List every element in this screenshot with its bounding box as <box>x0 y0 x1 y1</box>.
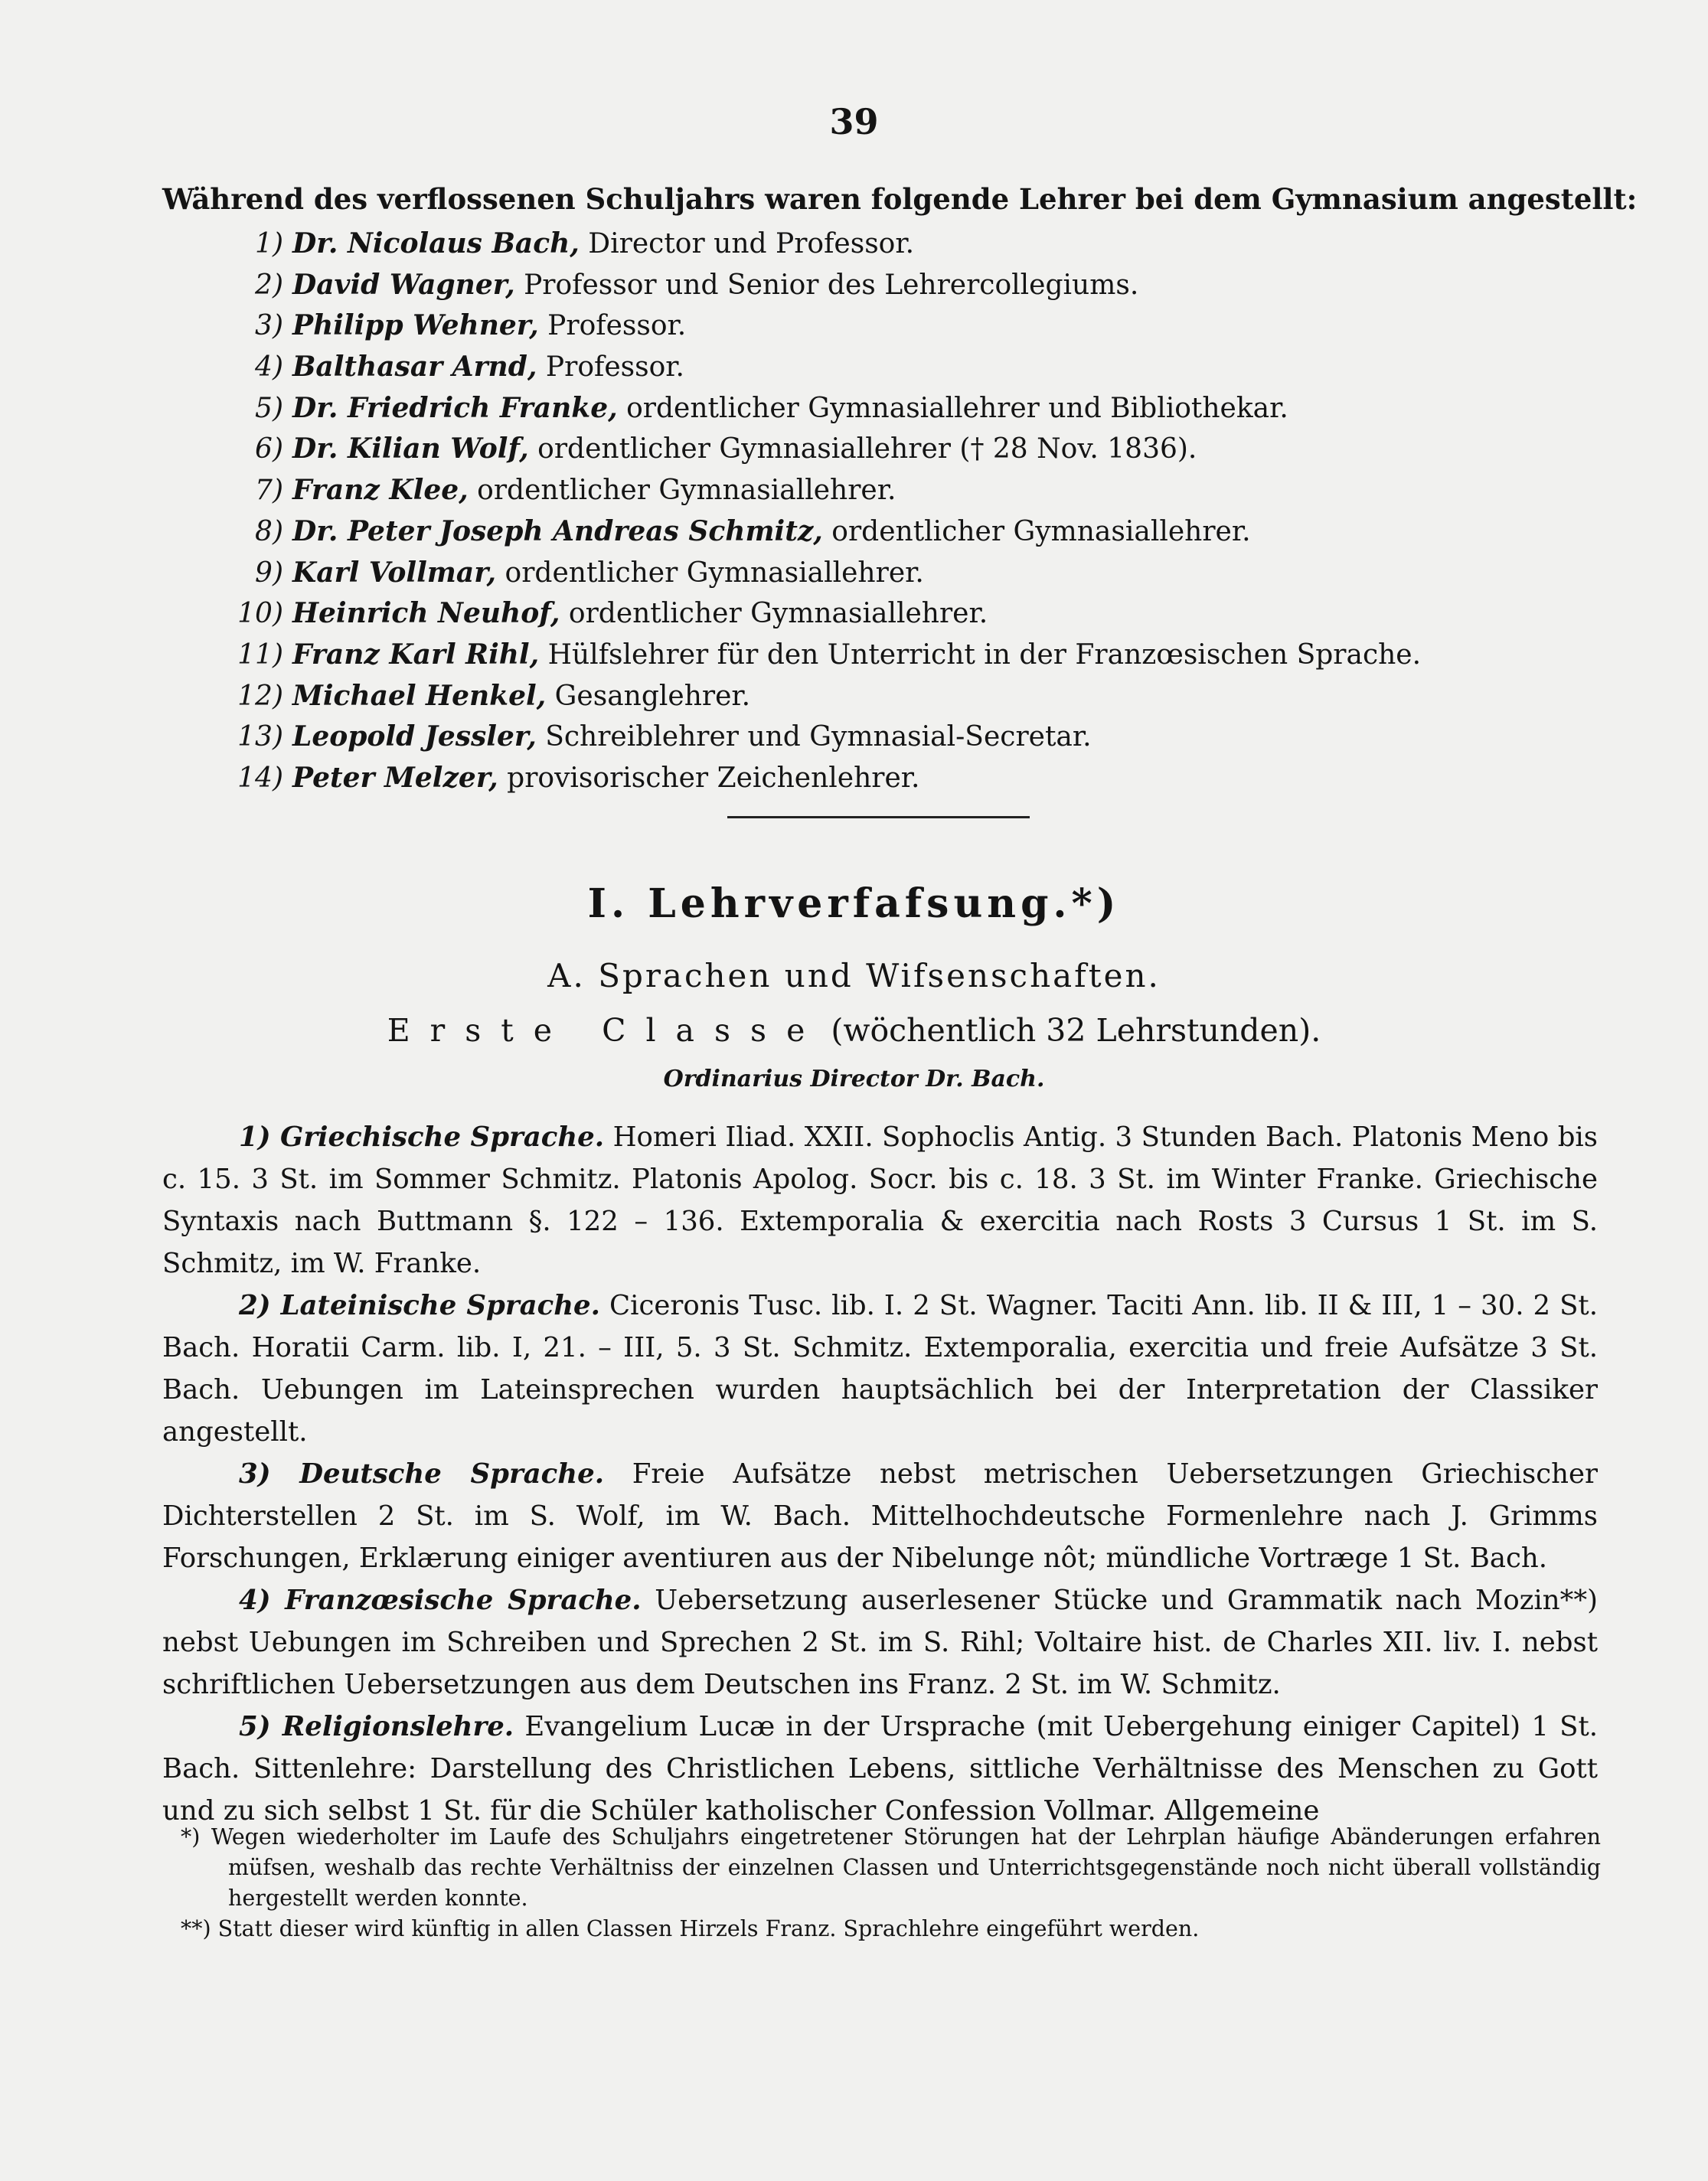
subject-label: 5) Religionslehre. <box>239 1711 514 1742</box>
staff-name: Franz Klee, <box>292 474 469 507</box>
staff-role: Director und Professor. <box>588 228 915 260</box>
staff-number: 10) <box>237 598 283 630</box>
subject-paragraph <box>162 1285 1598 1453</box>
staff-number: 12) <box>237 680 283 712</box>
staff-name: Leopold Jessler, <box>292 720 537 753</box>
curriculum-text <box>162 1116 1598 1832</box>
staff-entry <box>216 305 1556 347</box>
subject-paragraph <box>162 1706 1598 1832</box>
subject-text: Ciceronis Tusc. lib. I. 2 St. Wagner. Taciti Ann. lib. II & III, 1 – 30. 2 St. Bach. Horatii Carm. lib. I, 21. – III, 5. 3 St. Schmitz. Extemporalia, exercitia und freie Aufsätze 3 St. Bach. Uebungen im Lateinsprechen wurden hauptsächlich bei der Interpretation der Classiker angestellt. <box>162 1290 1598 1448</box>
section-title: I. Lehrverfafsung.*) <box>587 880 1121 927</box>
subject-paragraph <box>162 1579 1598 1706</box>
staff-entry <box>216 676 1556 717</box>
staff-entry <box>216 429 1556 470</box>
page-number: 39 <box>829 101 879 142</box>
footnote: *) Wegen wiederholter im Laufe des Schuljahrs eingetretener Störungen hat der Lehrplan häufige Abänderungen erfahren müfsen, weshalb das rechte Verhältniss der einzelnen Classen und Unterrichtsgegenstände noch nicht überall vollständig hergestellt werden konnte. <box>181 1824 1601 1911</box>
subject-label: 1) Griechische Sprache. <box>239 1122 605 1153</box>
staff-number: 5) <box>255 392 283 424</box>
staff-entry <box>216 758 1556 799</box>
staff-name: Dr. Nicolaus Bach, <box>292 227 580 260</box>
subsection-title: A. Sprachen und Wifsenschaften. <box>547 957 1161 994</box>
staff-name: Karl Vollmar, <box>292 556 497 589</box>
staff-number: 4) <box>255 351 283 384</box>
ordinarius-line: Ordinarius Director Dr. Bach. <box>663 1066 1045 1092</box>
staff-number: 1) <box>255 228 283 260</box>
staff-name: David Wagner, <box>292 268 515 301</box>
subject-paragraph <box>162 1453 1598 1579</box>
subject-text: Evangelium Lucæ in der Ursprache (mit Uebergehung einiger Capitel) 1 St. Bach. Sittenlehre: Darstellung des Christlichen Lebens, sittliche Verhältnisse des Menschen zu Gott und zu sich selbst 1 St. für die Schüler katholischer Confession Vollmar. Allgemeine <box>162 1711 1598 1827</box>
staff-entry <box>216 388 1556 429</box>
staff-intro: Während des verflossenen Schuljahrs waren folgende Lehrer bei dem Gymnasium angestellt: <box>162 182 1638 216</box>
staff-name: Michael Henkel, <box>292 679 547 712</box>
staff-role: Professor. <box>545 351 684 384</box>
subject-label: 4) Franzœsische Sprache. <box>239 1585 642 1616</box>
staff-entry <box>216 635 1556 676</box>
staff-number: 13) <box>237 721 283 753</box>
class-name: Erste Classe <box>387 1012 825 1049</box>
staff-name: Peter Melzer, <box>292 761 498 794</box>
staff-role: Professor und Senior des Lehrercollegiums. <box>524 269 1139 301</box>
staff-role: Hülfslehrer für den Unterricht in der Franzœsischen Sprache. <box>547 638 1422 671</box>
staff-entry <box>216 224 1556 265</box>
section-divider <box>727 816 1030 818</box>
staff-name: Philipp Wehner, <box>292 309 539 342</box>
staff-name: Dr. Friedrich Franke, <box>292 391 618 424</box>
staff-number: 14) <box>237 762 283 794</box>
staff-number: 7) <box>255 475 283 507</box>
staff-role: ordentlicher Gymnasiallehrer. <box>568 598 988 630</box>
staff-list <box>216 224 1556 799</box>
subject-label: 2) Lateinische Sprache. <box>239 1290 600 1321</box>
staff-name: Dr. Peter Joseph Andreas Schmitz, <box>292 514 823 547</box>
staff-role: Gesanglehrer. <box>554 680 751 712</box>
staff-role: ordentlicher Gymnasiallehrer. <box>477 475 896 507</box>
staff-role: ordentlicher Gymnasiallehrer. <box>505 557 924 589</box>
staff-number: 3) <box>255 310 283 342</box>
staff-name: Dr. Kilian Wolf, <box>292 433 529 465</box>
staff-entry <box>216 717 1556 758</box>
staff-role: ordentlicher Gymnasiallehrer und Bibliothekar. <box>626 392 1288 424</box>
subject-label: 3) Deutsche Sprache. <box>239 1458 605 1490</box>
subject-paragraph <box>162 1116 1598 1285</box>
staff-name: Balthasar Arnd, <box>292 351 537 384</box>
staff-role: Schreiblehrer und Gymnasial-Secretar. <box>545 721 1092 753</box>
footnote: **) Statt dieser wird künftig in allen Classen Hirzels Franz. Sprachlehre eingeführt werden. <box>181 1916 1200 1941</box>
staff-number: 6) <box>255 433 283 465</box>
staff-number: 9) <box>255 557 283 589</box>
staff-name: Heinrich Neuhof, <box>292 597 560 630</box>
staff-number: 2) <box>255 269 283 301</box>
subject-text: Homeri Iliad. XXII. Sophoclis Antig. 3 Stunden Bach. Platonis Meno bis c. 15. 3 St. im Sommer Schmitz. Platonis Apolog. Socr. bis c. 18. 3 St. im Winter Franke. Griechische Syntaxis nach Buttmann §. 122 – 136. Extemporalia & exercitia nach Rosts 3 Cursus 1 St. im S. Schmitz, im W. Franke. <box>162 1122 1598 1279</box>
staff-name: Franz Karl Rihl, <box>292 638 540 671</box>
subject-text: Freie Aufsätze nebst metrischen Uebersetzungen Griechischer Dichterstellen 2 St. im S. Wolf, im W. Bach. Mittelhochdeutsche Formenlehre nach J. Grimms Forschungen, Erklærung einiger aventiuren aus der Nibelunge nôt; mündliche Vortræge 1 St. Bach. <box>162 1458 1598 1574</box>
staff-number: 11) <box>237 638 283 671</box>
class-hours: (wöchentlich 32 Lehrstunden). <box>831 1012 1321 1049</box>
staff-role: ordentlicher Gymnasiallehrer. <box>831 515 1251 547</box>
footnotes <box>181 1822 1601 1944</box>
staff-role: Professor. <box>547 310 687 342</box>
staff-entry <box>216 470 1556 511</box>
staff-entry <box>216 347 1556 388</box>
staff-entry <box>216 511 1556 553</box>
class-heading <box>0 1012 1708 1049</box>
staff-entry <box>216 553 1556 594</box>
staff-role: provisorischer Zeichenlehrer. <box>507 762 920 794</box>
staff-entry <box>216 265 1556 306</box>
staff-number: 8) <box>255 515 283 547</box>
subject-text: Uebersetzung auserlesener Stücke und Grammatik nach Mozin**) nebst Uebungen im Schreiben und Sprechen 2 St. im S. Rihl; Voltaire hist. de Charles XII. liv. I. nebst schriftlichen Uebersetzungen aus dem Deutschen ins Franz. 2 St. im W. Schmitz. <box>162 1585 1598 1700</box>
staff-entry <box>216 593 1556 635</box>
staff-role: ordentlicher Gymnasiallehrer († 28 Nov. 1836). <box>537 433 1197 465</box>
